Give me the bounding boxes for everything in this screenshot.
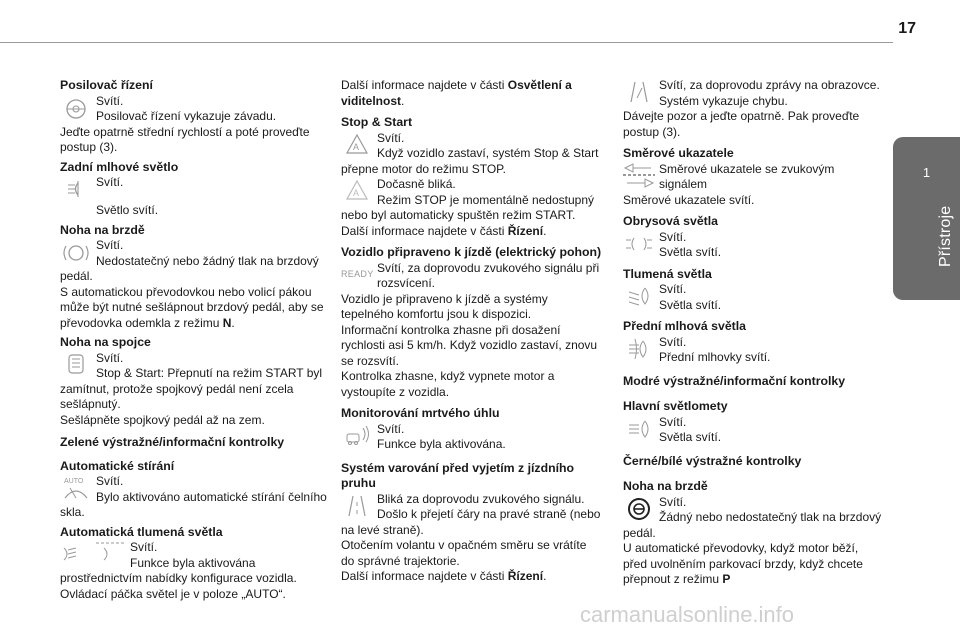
entry-clutch-foot (60, 335, 332, 428)
entry-auto-lights (60, 525, 332, 603)
chapter-number: 1 (922, 165, 931, 180)
entry-title: Stop & Start (341, 115, 413, 129)
sidelights-icon (623, 230, 655, 258)
entry-text: Režim STOP je momentálně nedostupný nebo byl automaticky spuštěn režim START. (341, 192, 595, 222)
entry-text: Přední mlhovky svítí. (659, 350, 771, 364)
entry-text: Když vozidlo zastaví, systém Stop & Start přepne motor do režimu STOP. (341, 146, 599, 176)
entry-text: Ovládací páčka světel je v poloze „AUTO“. (60, 586, 286, 601)
svg-text:A: A (353, 188, 360, 198)
high-beam-icon (623, 415, 655, 443)
entry-title: Vozidlo připraveno k jízdě (elektrický pohon) (341, 245, 602, 259)
entry-text: Jeďte opatrně střední rychlostí a poté proveďte postup (3). (60, 124, 310, 154)
entry-text: Svítí. (659, 414, 687, 429)
entry-text: Svítí. (659, 282, 687, 296)
entry-text: Nedostatečný nebo žádný tlak na brzdový pedál. (60, 253, 319, 283)
entry-power-steering (60, 78, 332, 156)
entry-high-beam (623, 399, 885, 446)
entry-text-part: . (231, 315, 235, 330)
entry-title: Noha na brzdě (623, 479, 708, 493)
entry-title: Směrové ukazatele (623, 146, 734, 160)
chapter-label: Přístroje (937, 205, 954, 267)
intro-text (341, 78, 603, 109)
entry-text-part: Další informace najdete v části (341, 223, 508, 238)
entry-text-bold: N (222, 315, 232, 330)
entry-text: Svítí, za doprovodu zprávy na obrazovce. (659, 78, 880, 92)
ready-icon (341, 261, 373, 289)
entry-text: Směrové ukazatele se zvukovým signálem (659, 161, 835, 191)
entry-title: Posilovač řízení (60, 78, 153, 92)
entry-auto-wipe (60, 459, 332, 521)
entry-text-part: U automatické převodovky, když motor běží, před uvolněním parkovací brzdy, když chcete přepnout z režimu (623, 541, 863, 586)
column-3 (623, 78, 885, 588)
entry-text (341, 569, 603, 585)
section-heading-green: Zelené výstražné/informační kontrolky (60, 435, 285, 449)
front-fog-light-icon (623, 335, 655, 363)
intro-bold: Osvětlení a viditelnost (341, 78, 572, 108)
entry-text-bold: Řízení (507, 223, 544, 238)
column-2 (341, 78, 603, 585)
stop-start-icon (341, 131, 373, 159)
brake-foot-bw-icon (623, 495, 655, 523)
entry-text: Sešlápněte spojkový pedál až na zem. (60, 412, 265, 427)
entry-text: Svítí. (130, 540, 158, 554)
entry-title: Noha na spojce (60, 335, 151, 349)
entry-text: Funkce byla aktivována. (377, 437, 506, 451)
entry-text: Svítí. (659, 229, 687, 244)
lane-fault-icon (623, 78, 655, 106)
entry-text-part: . (543, 569, 547, 583)
entry-text: Dočasně bliká. (377, 177, 456, 191)
entry-text-part: S automatickou převodovkou nebo volicí pákou může být nutné sešlápnout brzdový pedál, aby se převodovka odemkla z režimu (60, 284, 324, 330)
entry-text: Vozidlo je připraveno k jízdě a systémy tepelného komfortu jsou k dispozici. (341, 291, 548, 321)
entry-title: Přední mlhová světla (623, 319, 747, 333)
entry-text (341, 224, 603, 240)
entry-title: Obrysová světla (623, 214, 719, 228)
entry-text: Kontrolka zhasne, když vypnete motor a vystoupíte z vozidla. (341, 369, 555, 399)
entry-brake-foot-bw (623, 479, 885, 588)
lane-departure-icon (341, 492, 373, 520)
entry-text: Bliká za doprovodu zvukového signálu. (377, 491, 585, 506)
blind-spot-icon (341, 422, 373, 450)
svg-text:AUTO: AUTO (64, 478, 84, 485)
entry-title: Hlavní světlomety (623, 399, 728, 413)
turn-signal-icon (623, 162, 655, 190)
entry-title: Automatická tlumená světla (60, 524, 223, 539)
entry-text: Směrové ukazatele svítí. (623, 192, 755, 207)
section-heading-blue: Modré výstražné/informační kontrolky (623, 373, 846, 388)
entry-lane-departure (341, 461, 603, 585)
page-number: 17 (898, 20, 916, 37)
entry-text: Svítí. (659, 494, 687, 509)
entry-title: Tlumená světla (623, 266, 712, 281)
entry-text-bold: P (722, 572, 731, 586)
entry-text-part: . (543, 223, 547, 238)
entry-title: Automatické stírání (60, 458, 175, 473)
entry-text: Systém vykazuje chybu. (659, 93, 788, 108)
entry-title: Noha na brzdě (60, 222, 145, 237)
entry-text (60, 285, 332, 332)
entry-lane-fault (623, 78, 885, 140)
entry-text-part: Další informace najdete v části (341, 569, 508, 583)
entry-text: Svítí. (96, 93, 124, 108)
entry-text: Svítí. (96, 238, 124, 252)
entry-text: Svítí, za doprovodu zvukového signálu při rozsvícení. (377, 260, 600, 290)
entry-text: Svítí. (96, 474, 124, 488)
entry-text: Dávejte pozor a jeďte opatrně. Pak proveďte postup (3). (623, 109, 860, 139)
entry-front-fog (623, 319, 885, 366)
low-beam-icon (623, 282, 655, 310)
entry-text: Světla svítí. (659, 297, 722, 312)
column-1 (60, 78, 332, 602)
entry-rear-fog (60, 160, 332, 219)
stop-start-blink-icon (341, 177, 373, 205)
entry-text (623, 541, 885, 588)
entry-text: Světla svítí. (659, 430, 722, 444)
entry-brake-foot (60, 223, 332, 332)
entry-text-bold: Řízení (507, 569, 544, 583)
header-rule (0, 42, 893, 43)
entry-text: Posilovač řízení vykazuje závadu. (96, 109, 277, 123)
entry-text: Svítí. (96, 350, 124, 365)
section-heading-black-white: Černé/bílé výstražné kontrolky (623, 453, 802, 468)
auto-wiper-icon (60, 474, 92, 502)
entry-title: Monitorování mrtvého úhlu (341, 406, 500, 420)
entry-text: Funkce byla aktivována prostřednictvím nabídky konfigurace vozidla. (60, 555, 297, 585)
entry-title: Systém varování před vyjetím z jízdního pruhu (341, 460, 575, 490)
auto-low-beam-icon (60, 540, 126, 568)
svg-text:A: A (353, 141, 360, 152)
entry-text: Světlo svítí. (96, 203, 159, 217)
intro-part: . (401, 93, 405, 108)
entry-text: Stop & Start: Přepnutí na režim START byl zamítnut, protože spojkový pedál není zcela sešlápnutý. (60, 366, 323, 411)
entry-text: Svítí. (96, 175, 124, 189)
clutch-foot-icon (60, 351, 92, 379)
brake-foot-icon (60, 238, 92, 266)
entry-low-beam (623, 267, 885, 314)
entry-text: Svítí. (659, 334, 687, 349)
entry-sidelights (623, 214, 885, 261)
entry-ready (341, 245, 603, 400)
entry-text: Otočením volantu v opačném směru se vrátíte do správné trajektorie. (341, 538, 587, 568)
entry-text: Informační kontrolka zhasne při dosažení rychlosti asi 5 km/h. Když vozidlo zastaví, znovu se rozsvítí. (341, 322, 598, 368)
entry-text: Žádný nebo nedostatečný tlak na brzdový pedál. (623, 510, 882, 540)
entry-text: Svítí. (377, 421, 405, 436)
rear-fog-light-icon (60, 175, 92, 203)
entry-text: Světla svítí. (659, 245, 722, 259)
steering-warning-icon (60, 94, 92, 122)
svg-text:READY: READY (341, 268, 373, 279)
entry-blind-spot (341, 406, 603, 453)
entry-text: Došlo k přejetí čáry na pravé straně (nebo na levé straně). (341, 507, 601, 537)
entry-stop-start (341, 115, 603, 239)
entry-text: Bylo aktivováno automatické stírání čelního skla. (60, 489, 327, 519)
entry-title: Zadní mlhové světlo (60, 159, 179, 174)
entry-indicators (623, 146, 885, 208)
watermark: carmanualsonline.info (580, 602, 795, 627)
entry-text: Svítí. (377, 130, 405, 145)
intro-part: Další informace najdete v části (341, 78, 508, 92)
chapter-tab[interactable] (893, 137, 960, 300)
